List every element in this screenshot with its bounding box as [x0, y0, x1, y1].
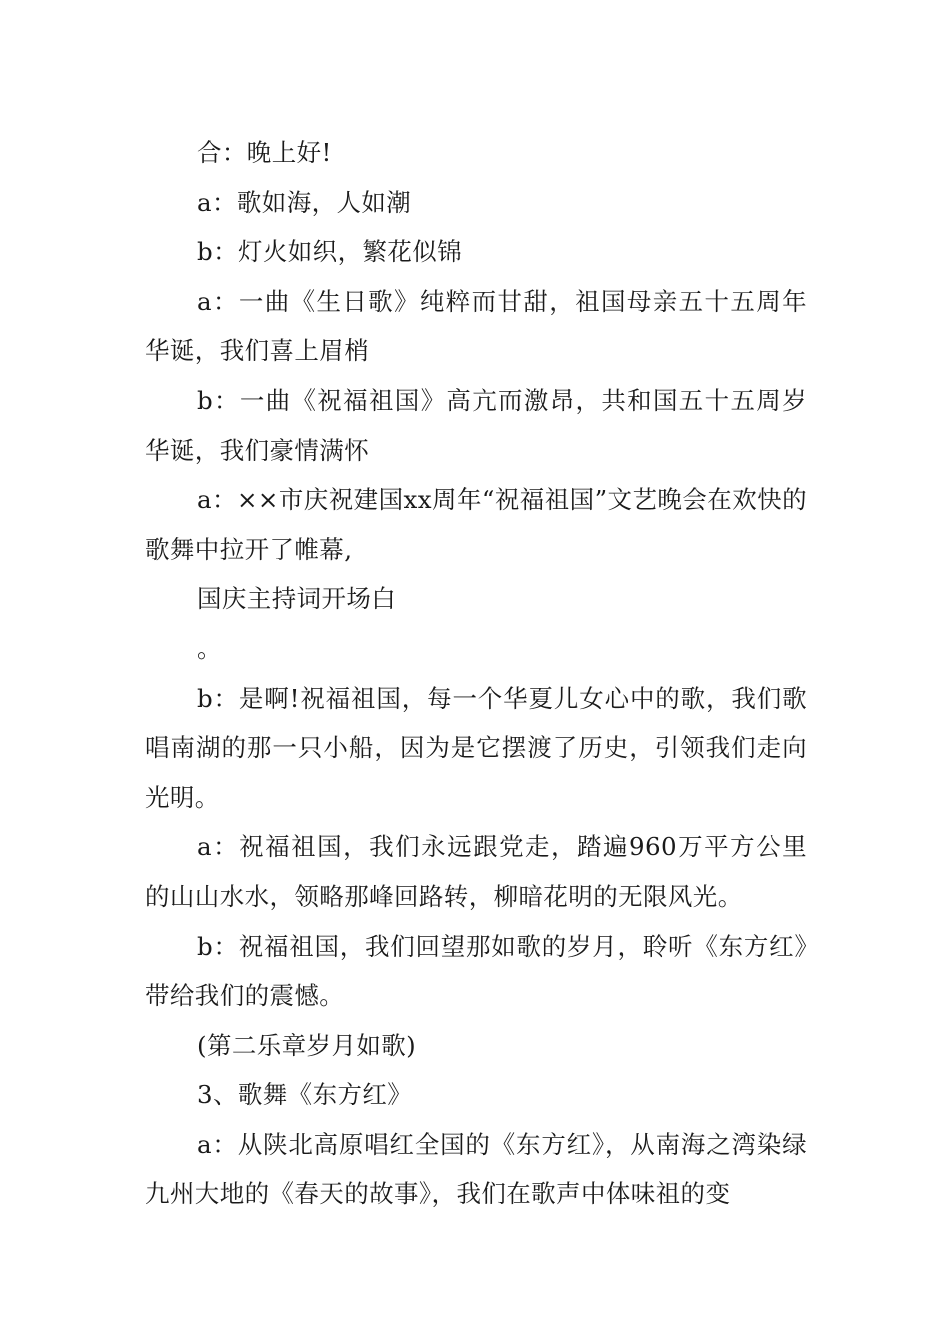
paragraph-a-shaanbei: a：从陕北高原唱红全国的《东方红》，从南海之湾染绿九州大地的《春天的故事》，我们在歌声中体味祖的变 — [145, 1129, 807, 1209]
paragraph-b-south-lake: b：是啊!祝福祖国，每一个华夏儿女心中的歌，我们歌唱南湖的那一只小船，因为是它摆渡了历史，引领我们走向光明。 — [145, 683, 807, 812]
paragraph-a-follow-party: a：祝福祖国，我们永远跟党走，踏遍960万平方公里的山山水水，领略那峰回路转，柳暗花明的无限风光。 — [145, 832, 807, 911]
paragraph-b-lights: b：灯火如织，繁花似锦 — [197, 237, 463, 267]
paragraph-a-birthday-song: a：一曲《生日歌》纯粹而甘甜，祖国母亲五十五周年华诞，我们喜上眉梢 — [145, 286, 807, 366]
paragraph-a-song-sea: a：歌如海，人如潮 — [197, 187, 412, 217]
paragraph-b-look-back: b：祝福祖国，我们回望那如歌的岁月，聆听《东方红》带给我们的震憾。 — [145, 931, 807, 1011]
paragraph-a-gala-opening: a：××市庆祝建国xx周年“祝福祖国”文艺晚会在欢快的歌舞中拉开了帷幕, — [145, 485, 807, 564]
paragraph-chapter-two: (第二乐章岁月如歌) — [197, 1030, 417, 1060]
paragraph-b-bless-motherland: b：一曲《祝福祖国》高亢而激昂，共和国五十五周岁华诞，我们豪情满怀 — [145, 385, 807, 465]
paragraph-period: 。 — [197, 633, 222, 663]
document-body — [145, 128, 807, 1219]
paragraph-item-3-dongfanghong: 3、歌舞《东方红》 — [197, 1080, 413, 1110]
paragraph-greeting: 合：晚上好! — [197, 138, 332, 167]
paragraph-heading-opening-remarks: 国庆主持词开场白 — [197, 584, 397, 614]
